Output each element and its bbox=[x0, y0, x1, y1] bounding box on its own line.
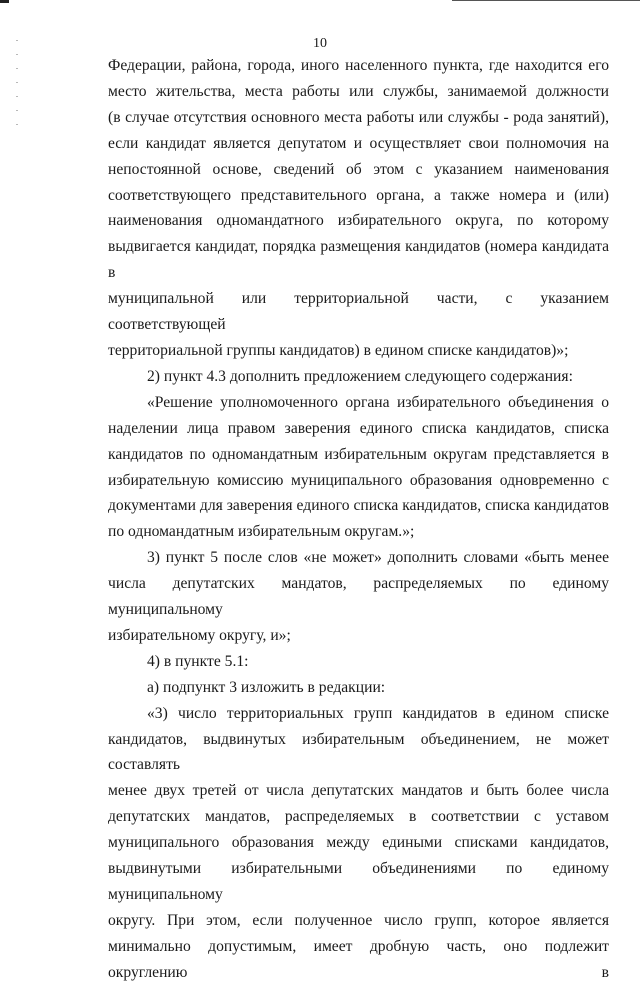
text-line: выдвинутыми избирательными объединениями по единому муниципальному bbox=[108, 860, 609, 903]
text-line: наименования одномандатного избирательного округа, по которому bbox=[108, 212, 609, 230]
text-line: наделении лица правом заверения единого списка кандидатов, списка bbox=[108, 419, 609, 437]
scan-corner-mark bbox=[0, 0, 9, 3]
text-line: (в случае отсутствия основного места работы или службы - рода занятий), bbox=[108, 108, 609, 126]
text-line: округу. При этом, если полученное число групп, которое является bbox=[108, 911, 609, 929]
text-line: муниципального образования между едиными списками кандидатов, bbox=[108, 834, 609, 852]
text-line: кандидатов по одномандатным избирательным округам представляется в bbox=[108, 445, 609, 463]
text-line: Федерации, района, города, иного населенного пункта, где находится его bbox=[108, 57, 609, 74]
text-line: кандидатов, выдвинутых избирательным объединением, не может составлять bbox=[108, 730, 609, 774]
text-line: муниципальной или территориальной части, с указанием соответствующей bbox=[108, 290, 609, 334]
text-line: депутатских мандатов, распределяемых в соответствии с уставом bbox=[108, 808, 609, 826]
text-line: избирательному округу, и»; bbox=[108, 626, 291, 644]
scan-margin-marks bbox=[16, 40, 18, 130]
text-line: место жительства, места работы или службы, занимаемой должности bbox=[108, 82, 609, 100]
text-line: числа депутатских мандатов, распределяемых по единому муниципальному bbox=[108, 575, 609, 619]
text-line: выдвигается кандидат, порядка размещения кандидатов (номера кандидата в bbox=[108, 238, 609, 282]
text-line: минимально допустимым, имеет дробную часть, оно подлежит округлению в bbox=[108, 937, 609, 981]
text-line: 4) в пункте 5.1: bbox=[147, 652, 249, 670]
document-body bbox=[108, 53, 609, 986]
text-line: «Решение уполномоченного органа избирательного объединения о bbox=[147, 393, 609, 411]
text-line: а) подпункт 3 изложить в редакции: bbox=[147, 678, 386, 696]
text-line: менее двух третей от числа депутатских мандатов и быть более числа bbox=[108, 782, 609, 800]
text-line: по одномандатным избирательным округам.»; bbox=[108, 523, 415, 541]
scan-top-rule bbox=[452, 0, 640, 1]
text-line: 3) пункт 5 после слов «не может» дополнить словами «быть менее bbox=[147, 549, 609, 567]
text-line: «3) число территориальных групп кандидатов в едином списке bbox=[147, 704, 609, 722]
page-number: 10 bbox=[313, 36, 327, 51]
text-line: если кандидат является депутатом и осуществляет свои полномочия на bbox=[108, 134, 609, 152]
text-line: избирательную комиссию муниципального образования одновременно с bbox=[108, 471, 609, 489]
text-line: непостоянной основе, сведений об этом с указанием наименования bbox=[108, 160, 609, 178]
text-line: соответствующего представительного органа, а также номера и (или) bbox=[108, 186, 609, 204]
text-line: документами для заверения единого списка кандидатов, списка кандидатов bbox=[108, 497, 609, 515]
text-line: территориальной группы кандидатов) в едином списке кандидатов)»; bbox=[108, 341, 569, 359]
text-line: 2) пункт 4.3 дополнить предложением следующего содержания: bbox=[147, 367, 573, 385]
